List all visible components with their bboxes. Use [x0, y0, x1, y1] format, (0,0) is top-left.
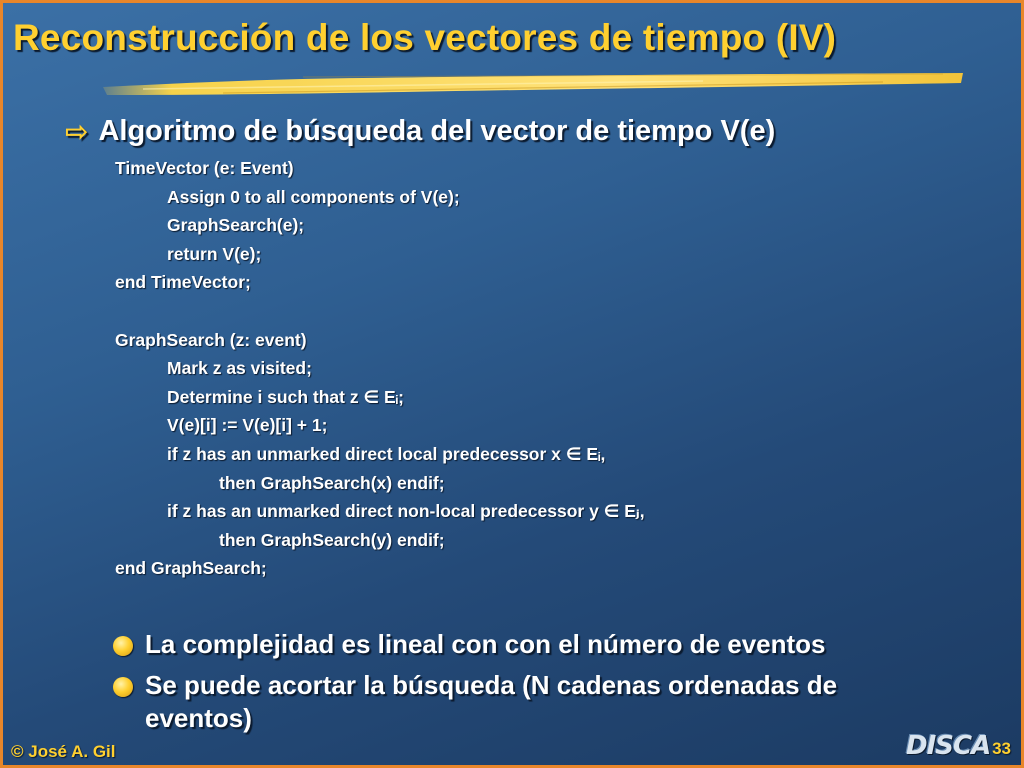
- code-line-text: return V(e);: [167, 243, 262, 264]
- bullet-dot-icon: [113, 636, 133, 656]
- code-line-text: TimeVector (e: Event): [115, 158, 294, 178]
- code-line-text: Determine i such that z ∈ Eᵢ;: [167, 386, 404, 407]
- disca-logo: DISCA: [906, 731, 991, 761]
- code-line-text: then GraphSearch(y) endif;: [219, 529, 445, 550]
- bullet-list: [113, 628, 933, 743]
- arrow-right-outline-icon: ⇨: [65, 116, 89, 147]
- section-heading: [65, 115, 775, 148]
- code-line-text: then GraphSearch(x) endif;: [219, 472, 445, 493]
- code-line-text: if z has an unmarked direct local predecessor x ∈ Eᵢ,: [167, 443, 606, 464]
- bullet-dot-icon: [113, 677, 133, 697]
- code-line-text: GraphSearch (z: event): [115, 329, 307, 350]
- bullet-item: [113, 669, 933, 735]
- code-line-text: GraphSearch(e);: [167, 215, 305, 236]
- code-line-text: if z has an unmarked direct non-local predecessor y ∈ Eⱼ,: [167, 501, 645, 522]
- title-underline-brushstroke: [103, 65, 963, 103]
- code-line-text: end TimeVector;: [115, 272, 251, 293]
- code-line-text: end GraphSearch;: [115, 558, 267, 579]
- slide-title: Reconstrucción de los vectores de tiempo (IV): [13, 17, 837, 58]
- code-line-text: Mark z as visited;: [167, 358, 312, 379]
- code-line-text: V(e)[i] := V(e)[i] + 1;: [167, 415, 328, 436]
- bullet-text: La complejidad es lineal con con el número de eventos: [145, 629, 826, 659]
- section-heading-text: Algoritmo de búsqueda del vector de tiempo V(e): [98, 115, 776, 147]
- bullet-text: Se puede acortar la búsqueda (N cadenas ordenadas de eventos): [145, 670, 838, 733]
- page-number: 33: [992, 739, 1011, 758]
- author-credit: © José A. Gil: [11, 742, 116, 761]
- bullet-item: [113, 628, 933, 661]
- code-line-text: Assign 0 to all components of V(e);: [167, 186, 460, 207]
